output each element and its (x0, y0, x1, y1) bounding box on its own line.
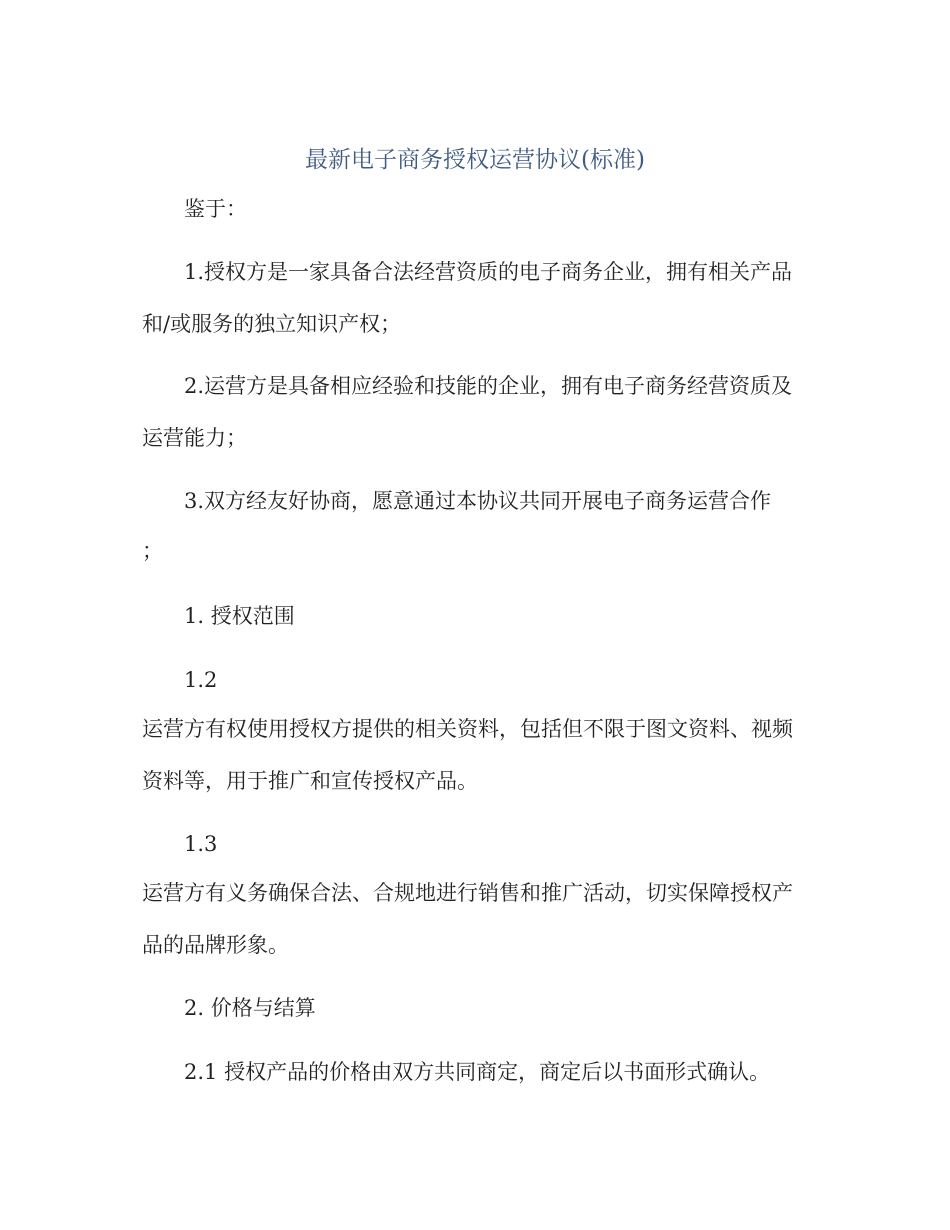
whereas-label: 鉴于： (184, 197, 247, 221)
clause-1-3-text: 运营方有义务确保合法、合规地进行销售和推广活动，切实保障授权产品的品牌形象。 (142, 881, 793, 957)
clause-2-1: 2.1 授权产品的价格由双方共同商定，商定后以书面形式确认。 (184, 1060, 771, 1084)
section-1-heading: 1. 授权范围 (184, 604, 295, 628)
recital-1: 1.授权方是一家具备合法经营资质的电子商务企业，拥有相关产品和/或服务的独立知识产权； (142, 260, 793, 336)
document-title: 最新电子商务授权运营协议(标准) (305, 147, 645, 173)
clause-1-2-text: 运营方有权使用授权方提供的相关资料，包括但不限于图文资料、视频资料等，用于推广和宣传授权产品。 (142, 717, 793, 793)
clause-1-2-number: 1.2 (184, 668, 218, 692)
clause-1-3-number: 1.3 (184, 832, 218, 856)
recital-3: 3.双方经友好协商，愿意通过本协议共同开展电子商务运营合作 (184, 489, 772, 513)
recital-3-end: ； (142, 539, 163, 563)
section-2-heading: 2. 价格与结算 (184, 996, 316, 1020)
recital-2: 2.运营方是具备相应经验和技能的企业，拥有电子商务经营资质及运营能力； (142, 374, 793, 450)
